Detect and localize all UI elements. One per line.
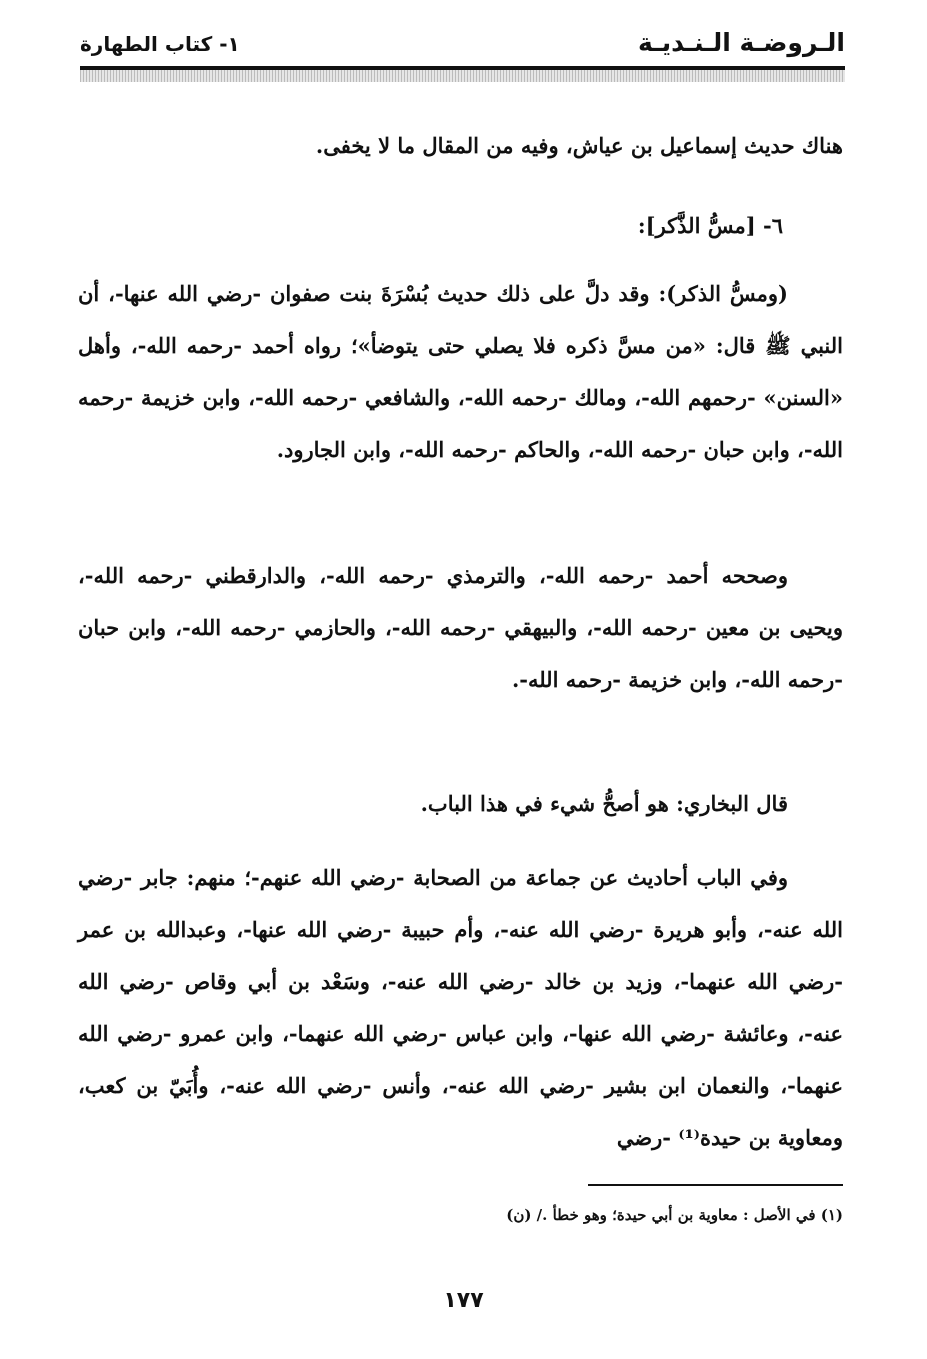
chapter-title: ١- كتاب الطهارة xyxy=(80,32,240,56)
paragraph-hadith: (ومسُّ الذكر): وقد دلَّ على ذلك حديث بُسْرَةَ بنت صفوان -رضي الله عنها-، أن النبي ﷺ قال: «من مسَّ ذكره فلا يصلي حتى يتوضأ»؛ رواه أحمد -رحمه الله-، وأهل «السنن» -رحمهم الله-، ومالك -رحمه الله-، والشافعي -رحمه الله-، وابن خزيمة -رحمه الله-، وابن حبان -رحمه الله-، والحاكم -رحمه الله-، وابن الجارود. xyxy=(78,281,843,462)
paragraph-companions: وفي الباب أحاديث عن جماعة من الصحابة -رضي الله عنهم-؛ منهم: جابر -رضي الله عنه-، وأبو هريرة -رضي الله عنه-، وأم حبيبة -رضي الله عنها-، وعبدالله بن عمر -رضي الله عنهما-، وزيد بن خالد -رضي الله عنه-، وسَعْد بن أبي وقاص -رضي الله عنه-، وعائشة -رضي الله عنها-، وابن عباس -رضي الله عنهما-، وابن عمرو -رضي الله عنهما-، والنعمان ابن بشير -رضي الله عنه-، وأنس -رضي الله عنه-، وأُبَيّ بن كعب، ومعاوية بن حيدة⁽¹⁾ -رضي xyxy=(78,865,843,1150)
page-number: ١٧٧ xyxy=(443,1288,484,1313)
footnote: (١) في الأصل : معاوية بن أبي حيدة؛ وهو خطأ ./ (ن) xyxy=(506,1206,843,1224)
running-header xyxy=(80,28,845,64)
section-heading: ٦- [مسُّ الذَّكر]: xyxy=(637,213,783,238)
header-divider xyxy=(80,66,845,82)
paragraph-bukhari: قال البخاري: هو أصحُّ شيء في هذا الباب. xyxy=(420,791,788,816)
paragraph-authentication: وصححه أحمد -رحمه الله-، والترمذي -رحمه الله-، والدارقطني -رحمه الله-، ويحيى بن معين -رحمه الله-، والبيهقي -رحمه الله-، والحازمي -رحمه الله-، وابن حبان -رحمه الله-، وابن خزيمة -رحمه الله-. xyxy=(78,563,843,692)
book-title: الـروضـة الـنـديـة xyxy=(638,28,845,57)
paragraph-intro: هناك حديث إسماعيل بن عياش، وفيه من المقال ما لا يخفى. xyxy=(315,133,843,158)
footnote-divider xyxy=(588,1184,843,1186)
